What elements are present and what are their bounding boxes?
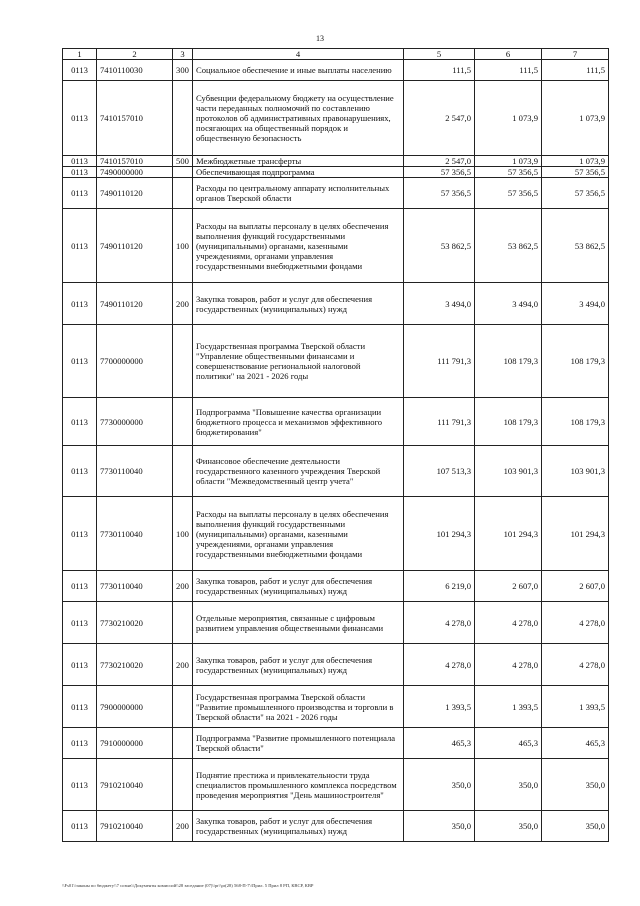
target-article-cell: 7730110040	[97, 571, 173, 602]
amount-cell: 108 179,3	[542, 325, 609, 398]
description-cell: Закупка товаров, работ и услуг для обеспечения государственных (муниципальных) нужд	[193, 644, 404, 686]
target-article-cell: 7490000000	[97, 167, 173, 178]
file-path-footer: \\Fs01\\законы по бюджету\\7 созыв\\Документы комиссий\\28 заседание (07)\\pr\\pr(28) 568-П-7\\Прил. 5 Прил 8 РП, КВСР, КВР	[62, 883, 314, 888]
table-row	[63, 686, 609, 728]
expense-type-cell	[173, 759, 193, 811]
amount-cell: 57 356,5	[542, 178, 609, 209]
table-row	[63, 811, 609, 842]
table-row	[63, 81, 609, 156]
expense-type-cell	[173, 167, 193, 178]
header-row	[63, 49, 609, 60]
expense-type-cell	[173, 81, 193, 156]
amount-cell: 350,0	[404, 759, 475, 811]
section-code-cell: 0113	[63, 497, 97, 571]
amount-cell: 6 219,0	[404, 571, 475, 602]
amount-cell: 3 494,0	[404, 283, 475, 325]
header-cell: 7	[542, 49, 609, 60]
target-article-cell: 7410157010	[97, 81, 173, 156]
amount-cell: 465,3	[542, 728, 609, 759]
amount-cell: 57 356,5	[542, 167, 609, 178]
section-code-cell: 0113	[63, 283, 97, 325]
target-article-cell: 7730210020	[97, 602, 173, 644]
expense-type-cell	[173, 398, 193, 446]
target-article-cell: 7490110120	[97, 283, 173, 325]
table-row	[63, 209, 609, 283]
amount-cell: 3 494,0	[542, 283, 609, 325]
amount-cell: 4 278,0	[404, 644, 475, 686]
target-article-cell: 7910210040	[97, 759, 173, 811]
table-row	[63, 283, 609, 325]
section-code-cell: 0113	[63, 178, 97, 209]
target-article-cell: 7490110120	[97, 209, 173, 283]
amount-cell: 350,0	[404, 811, 475, 842]
amount-cell: 4 278,0	[542, 602, 609, 644]
description-cell: Обеспечивающая подпрограмма	[193, 167, 404, 178]
table-row	[63, 325, 609, 398]
amount-cell: 4 278,0	[542, 644, 609, 686]
section-code-cell: 0113	[63, 209, 97, 283]
amount-cell: 111,5	[542, 60, 609, 81]
amount-cell: 1 073,9	[475, 81, 542, 156]
section-code-cell: 0113	[63, 811, 97, 842]
table-row	[63, 156, 609, 167]
amount-cell: 2 547,0	[404, 81, 475, 156]
expense-type-cell	[173, 728, 193, 759]
target-article-cell: 7730110040	[97, 446, 173, 497]
table-row	[63, 60, 609, 81]
expense-type-cell: 200	[173, 811, 193, 842]
section-code-cell: 0113	[63, 644, 97, 686]
amount-cell: 350,0	[475, 759, 542, 811]
table-row	[63, 759, 609, 811]
amount-cell: 2 547,0	[404, 156, 475, 167]
amount-cell: 108 179,3	[475, 325, 542, 398]
header-cell: 5	[404, 49, 475, 60]
expense-type-cell: 500	[173, 156, 193, 167]
section-code-cell: 0113	[63, 398, 97, 446]
expense-type-cell: 200	[173, 644, 193, 686]
budget-table	[62, 48, 609, 842]
header-cell: 3	[173, 49, 193, 60]
amount-cell: 57 356,5	[475, 178, 542, 209]
header-cell: 2	[97, 49, 173, 60]
description-cell: Государственная программа Тверской области "Управление общественными финансами и совершенствование региональной налоговой политики" на 2021 - 2026 годы	[193, 325, 404, 398]
section-code-cell: 0113	[63, 602, 97, 644]
target-article-cell: 7490110120	[97, 178, 173, 209]
description-cell: Финансовое обеспечение деятельности государственного казенного учреждения Тверской области "Межведомственный центр учета"	[193, 446, 404, 497]
section-code-cell: 0113	[63, 60, 97, 81]
amount-cell: 53 862,5	[475, 209, 542, 283]
description-cell: Закупка товаров, работ и услуг для обеспечения государственных (муниципальных) нужд	[193, 283, 404, 325]
description-cell: Расходы по центральному аппарату исполнительных органов Тверской области	[193, 178, 404, 209]
amount-cell: 3 494,0	[475, 283, 542, 325]
description-cell: Государственная программа Тверской области "Развитие промышленного производства и торговли в Тверской области" на 2021 - 2026 годы	[193, 686, 404, 728]
amount-cell: 108 179,3	[542, 398, 609, 446]
amount-cell: 4 278,0	[475, 644, 542, 686]
section-code-cell: 0113	[63, 81, 97, 156]
table-row	[63, 602, 609, 644]
target-article-cell: 7910000000	[97, 728, 173, 759]
target-article-cell: 7900000000	[97, 686, 173, 728]
table-row	[63, 398, 609, 446]
table-row	[63, 167, 609, 178]
amount-cell: 101 294,3	[542, 497, 609, 571]
expense-type-cell: 200	[173, 283, 193, 325]
description-cell: Закупка товаров, работ и услуг для обеспечения государственных (муниципальных) нужд	[193, 571, 404, 602]
target-article-cell: 7730210020	[97, 644, 173, 686]
amount-cell: 465,3	[404, 728, 475, 759]
amount-cell: 53 862,5	[542, 209, 609, 283]
amount-cell: 4 278,0	[475, 602, 542, 644]
description-cell: Межбюджетные трансферты	[193, 156, 404, 167]
expense-type-cell: 100	[173, 497, 193, 571]
amount-cell: 111,5	[475, 60, 542, 81]
amount-cell: 57 356,5	[404, 178, 475, 209]
amount-cell: 1 393,5	[475, 686, 542, 728]
expense-type-cell	[173, 602, 193, 644]
amount-cell: 108 179,3	[475, 398, 542, 446]
expense-type-cell	[173, 325, 193, 398]
expense-type-cell: 100	[173, 209, 193, 283]
amount-cell: 111,5	[404, 60, 475, 81]
target-article-cell: 7410110030	[97, 60, 173, 81]
amount-cell: 111 791,3	[404, 398, 475, 446]
header-cell: 6	[475, 49, 542, 60]
amount-cell: 1 073,9	[475, 156, 542, 167]
description-cell: Закупка товаров, работ и услуг для обеспечения государственных (муниципальных) нужд	[193, 811, 404, 842]
amount-cell: 4 278,0	[404, 602, 475, 644]
section-code-cell: 0113	[63, 686, 97, 728]
table-row	[63, 497, 609, 571]
description-cell: Подпрограмма "Развитие промышленного потенциала Тверской области"	[193, 728, 404, 759]
description-cell: Расходы на выплаты персоналу в целях обеспечения выполнения функций государственными (муниципальными) органами, казенными учреждениями, органами управления государственными внебюджетными фондами	[193, 497, 404, 571]
amount-cell: 1 393,5	[542, 686, 609, 728]
table-row	[63, 644, 609, 686]
section-code-cell: 0113	[63, 167, 97, 178]
expense-type-cell	[173, 178, 193, 209]
target-article-cell: 7730000000	[97, 398, 173, 446]
amount-cell: 350,0	[475, 811, 542, 842]
table-row	[63, 446, 609, 497]
amount-cell: 57 356,5	[404, 167, 475, 178]
description-cell: Субвенции федеральному бюджету на осуществление части переданных полномочий по составлению протоколов об административных правонарушениях, посягающих на общественный порядок и общественную безопасность	[193, 81, 404, 156]
amount-cell: 1 073,9	[542, 81, 609, 156]
amount-cell: 350,0	[542, 759, 609, 811]
table-row	[63, 571, 609, 602]
amount-cell: 1 073,9	[542, 156, 609, 167]
amount-cell: 57 356,5	[475, 167, 542, 178]
table-row	[63, 728, 609, 759]
description-cell: Социальное обеспечение и иные выплаты населению	[193, 60, 404, 81]
target-article-cell: 7410157010	[97, 156, 173, 167]
amount-cell: 107 513,3	[404, 446, 475, 497]
expense-type-cell	[173, 686, 193, 728]
amount-cell: 465,3	[475, 728, 542, 759]
description-cell: Расходы на выплаты персоналу в целях обеспечения выполнения функций государственными (муниципальными) органами, казенными учреждениями, органами управления государственными внебюджетными фондами	[193, 209, 404, 283]
target-article-cell: 7700000000	[97, 325, 173, 398]
section-code-cell: 0113	[63, 728, 97, 759]
description-cell: Отдельные мероприятия, связанные с цифровым развитием управления общественными финансами	[193, 602, 404, 644]
amount-cell: 101 294,3	[404, 497, 475, 571]
header-cell: 1	[63, 49, 97, 60]
table-row	[63, 178, 609, 209]
amount-cell: 103 901,3	[475, 446, 542, 497]
header-cell: 4	[193, 49, 404, 60]
page-number: 13	[316, 34, 324, 43]
description-cell: Поднятие престижа и привлекательности труда специалистов промышленного комплекса посредством проведения мероприятия "День машиностроителя"	[193, 759, 404, 811]
section-code-cell: 0113	[63, 156, 97, 167]
section-code-cell: 0113	[63, 759, 97, 811]
description-cell: Подпрограмма "Повышение качества организации бюджетного процесса и механизмов эффективного бюджетирования"	[193, 398, 404, 446]
expense-type-cell	[173, 446, 193, 497]
amount-cell: 2 607,0	[542, 571, 609, 602]
expense-type-cell: 200	[173, 571, 193, 602]
amount-cell: 111 791,3	[404, 325, 475, 398]
amount-cell: 101 294,3	[475, 497, 542, 571]
section-code-cell: 0113	[63, 446, 97, 497]
amount-cell: 1 393,5	[404, 686, 475, 728]
amount-cell: 53 862,5	[404, 209, 475, 283]
target-article-cell: 7730110040	[97, 497, 173, 571]
section-code-cell: 0113	[63, 571, 97, 602]
target-article-cell: 7910210040	[97, 811, 173, 842]
amount-cell: 350,0	[542, 811, 609, 842]
expense-type-cell: 300	[173, 60, 193, 81]
amount-cell: 2 607,0	[475, 571, 542, 602]
section-code-cell: 0113	[63, 325, 97, 398]
amount-cell: 103 901,3	[542, 446, 609, 497]
